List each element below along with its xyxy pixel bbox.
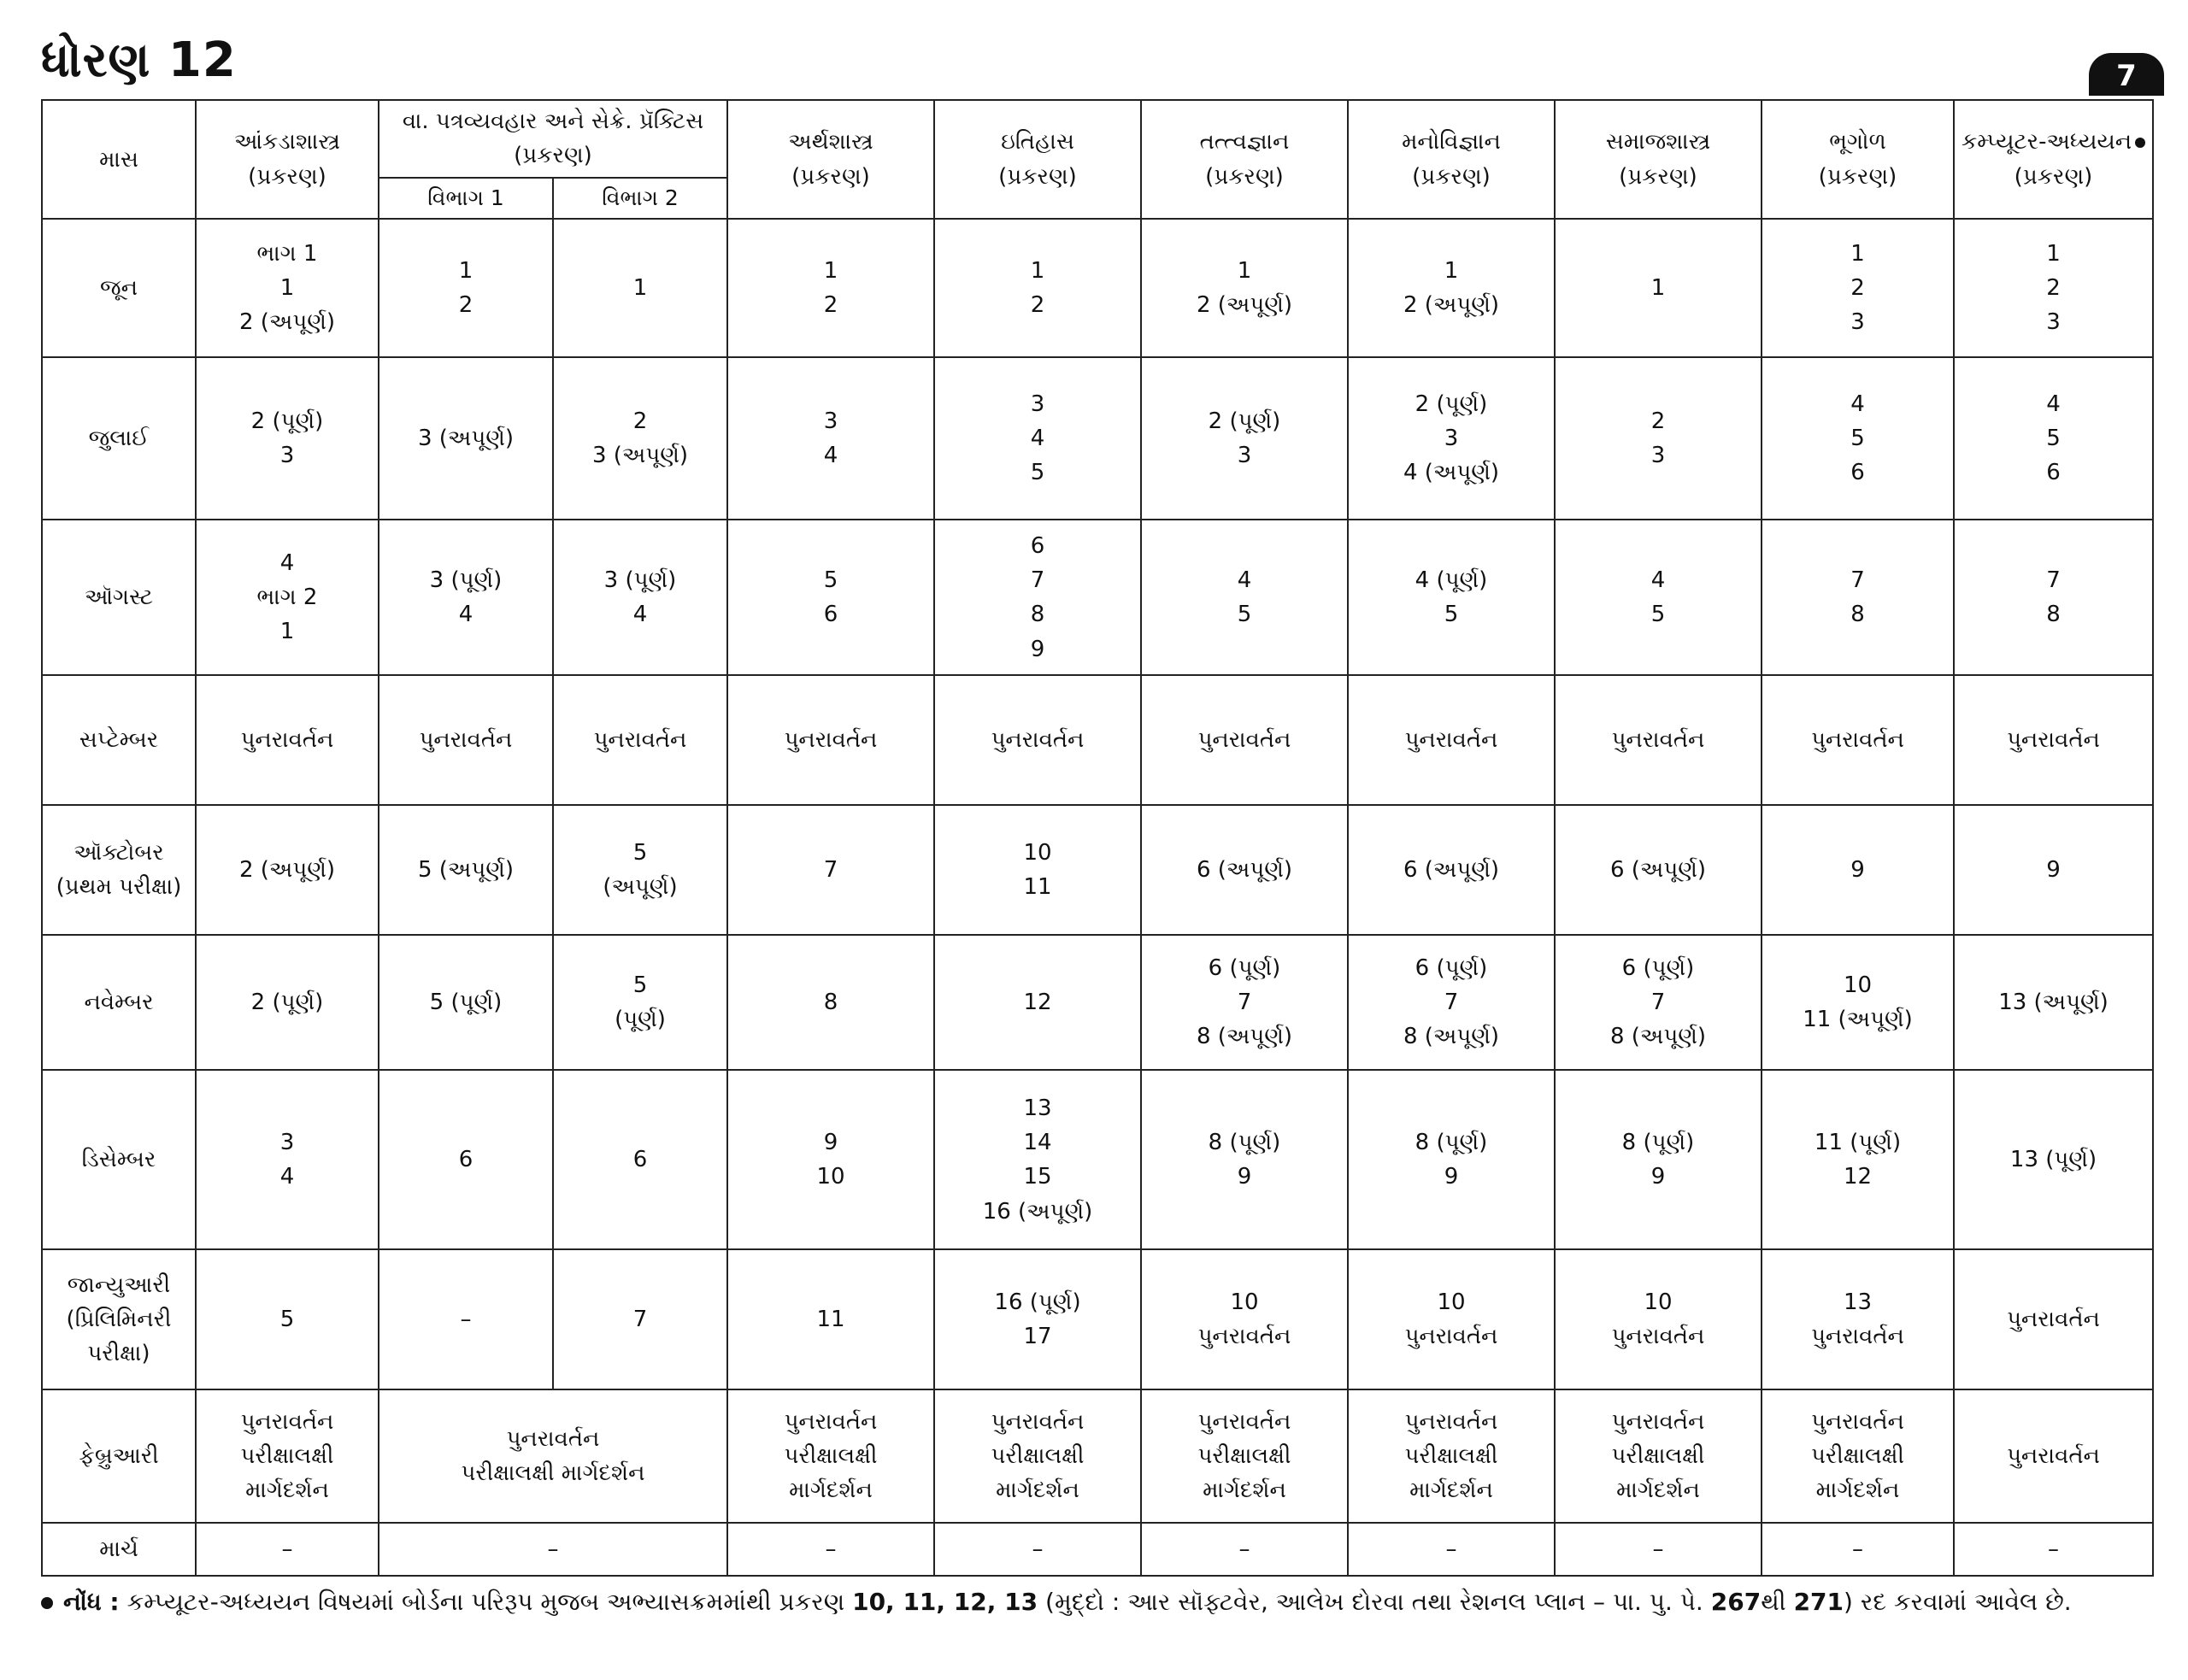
schedule-cell: 12 xyxy=(934,935,1141,1070)
schedule-cell: 13 પુનરાવર્તન xyxy=(1762,1249,1954,1389)
schedule-cell: 7 8 xyxy=(1954,520,2153,675)
schedule-cell: – xyxy=(1348,1523,1555,1576)
schedule-cell: 5 6 xyxy=(727,520,934,675)
table-row xyxy=(42,935,2153,1070)
schedule-cell: પુનરાવર્તન પરીક્ષાલક્ષી માર્ગદર્શન xyxy=(1762,1389,1954,1523)
schedule-cell: 2 (અપૂર્ણ) xyxy=(196,805,379,935)
schedule-cell: 6 (અપૂર્ણ) xyxy=(1555,805,1762,935)
syllabus-table xyxy=(41,99,2154,1577)
month-cell: જુલાઈ xyxy=(42,357,196,520)
schedule-cell: 5 (પૂર્ણ) xyxy=(553,935,727,1070)
schedule-cell: – xyxy=(379,1523,727,1576)
schedule-cell: 10 11 xyxy=(934,805,1141,935)
schedule-cell: 1 2 xyxy=(727,219,934,357)
schedule-cell: 5 (અપૂર્ણ) xyxy=(553,805,727,935)
schedule-cell: 1 xyxy=(553,219,727,357)
schedule-cell: 2 3 (અપૂર્ણ) xyxy=(553,357,727,520)
schedule-cell: પુનરાવર્તન xyxy=(1348,675,1555,805)
schedule-cell: 3 (અપૂર્ણ) xyxy=(379,357,553,520)
header-section-1: વિભાગ 1 xyxy=(379,178,553,220)
schedule-cell: 6 (પૂર્ણ) 7 8 (અપૂર્ણ) xyxy=(1348,935,1555,1070)
table-row xyxy=(42,357,2153,520)
schedule-cell: – xyxy=(1555,1523,1762,1576)
schedule-cell: 6 (અપૂર્ણ) xyxy=(1348,805,1555,935)
schedule-cell: પુનરાવર્તન પરીક્ષાલક્ષી માર્ગદર્શન xyxy=(1348,1389,1555,1523)
schedule-cell: ભાગ 1 1 2 (અપૂર્ણ) xyxy=(196,219,379,357)
schedule-cell: – xyxy=(379,1249,553,1389)
schedule-cell: 13 (અપૂર્ણ) xyxy=(1954,935,2153,1070)
schedule-cell: 7 xyxy=(727,805,934,935)
schedule-cell: 3 (પૂર્ણ) 4 xyxy=(553,520,727,675)
schedule-cell: – xyxy=(934,1523,1141,1576)
schedule-cell: 8 (પૂર્ણ) 9 xyxy=(1348,1070,1555,1249)
schedule-cell: 1 2 (અપૂર્ણ) xyxy=(1141,219,1348,357)
schedule-cell: 6 xyxy=(379,1070,553,1249)
schedule-cell: 2 (પૂર્ણ) 3 xyxy=(196,357,379,520)
table-row xyxy=(42,1389,2153,1523)
schedule-cell: 5 (અપૂર્ણ) xyxy=(379,805,553,935)
schedule-cell: 4 (પૂર્ણ) 5 xyxy=(1348,520,1555,675)
schedule-cell: 10 11 (અપૂર્ણ) xyxy=(1762,935,1954,1070)
table-row xyxy=(42,1523,2153,1576)
schedule-cell: પુનરાવર્તન xyxy=(727,675,934,805)
bullet-icon xyxy=(41,1597,53,1609)
schedule-cell: 2 3 xyxy=(1555,357,1762,520)
footnote: નોંધ : કમ્પ્યૂટર-અધ્યયન વિષયમાં બોર્ડના પરિરૂપ મુજબ અભ્યાસક્રમમાંથી પ્રકરણ 10, 11, 12, 13 (મુદ્દો : આર સૉફ્ટવેર, આલેખ દોરવા તથા રેશનલ પ્લાન – પા. પુ. પે. 267થી 271) રદ કરવામાં આવેલ છે. xyxy=(41,1588,2152,1617)
schedule-cell: પુનરાવર્તન xyxy=(1141,675,1348,805)
schedule-cell: 3 4 5 xyxy=(934,357,1141,520)
schedule-cell: 10 પુનરાવર્તન xyxy=(1348,1249,1555,1389)
schedule-cell: 7 8 xyxy=(1762,520,1954,675)
header-computer: કમ્પ્યૂટર-અધ્યયન (પ્રકરણ) xyxy=(1954,100,2153,219)
schedule-cell: 2 (પૂર્ણ) xyxy=(196,935,379,1070)
month-cell: જાન્યુઆરી (પ્રિલિમિનરી પરીક્ષા) xyxy=(42,1249,196,1389)
table-row xyxy=(42,805,2153,935)
month-cell: સપ્ટેમ્બર xyxy=(42,675,196,805)
schedule-cell: પુનરાવર્તન xyxy=(1555,675,1762,805)
schedule-cell: 9 10 xyxy=(727,1070,934,1249)
header-economics: અર્થશાસ્ત્ર (પ્રકરણ) xyxy=(727,100,934,219)
schedule-cell: પુનરાવર્તન xyxy=(1762,675,1954,805)
schedule-cell: પુનરાવર્તન પરીક્ષાલક્ષી માર્ગદર્શન xyxy=(196,1389,379,1523)
schedule-cell: 1 2 3 xyxy=(1954,219,2153,357)
schedule-cell: પુનરાવર્તન પરીક્ષાલક્ષી માર્ગદર્શન xyxy=(1555,1389,1762,1523)
schedule-cell: 13 14 15 16 (અપૂર્ણ) xyxy=(934,1070,1141,1249)
schedule-cell: 1 2 xyxy=(934,219,1141,357)
schedule-cell: 6 7 8 9 xyxy=(934,520,1141,675)
schedule-cell: 11 xyxy=(727,1249,934,1389)
schedule-cell: 3 4 xyxy=(727,357,934,520)
schedule-cell: 2 (પૂર્ણ) 3 xyxy=(1141,357,1348,520)
page-number-badge: 7 xyxy=(2089,53,2164,96)
month-cell: જૂન xyxy=(42,219,196,357)
month-cell: માર્ચ xyxy=(42,1523,196,1576)
schedule-cell: પુનરાવર્તન xyxy=(1954,675,2153,805)
schedule-cell: – xyxy=(1762,1523,1954,1576)
schedule-cell: 1 2 (અપૂર્ણ) xyxy=(1348,219,1555,357)
schedule-cell: – xyxy=(727,1523,934,1576)
schedule-cell: 1 2 xyxy=(379,219,553,357)
schedule-cell: 8 (પૂર્ણ) 9 xyxy=(1555,1070,1762,1249)
schedule-cell: 3 4 xyxy=(196,1070,379,1249)
schedule-cell: 16 (પૂર્ણ) 17 xyxy=(934,1249,1141,1389)
schedule-cell: 6 (પૂર્ણ) 7 8 (અપૂર્ણ) xyxy=(1141,935,1348,1070)
schedule-cell: 7 xyxy=(553,1249,727,1389)
schedule-cell: 8 (પૂર્ણ) 9 xyxy=(1141,1070,1348,1249)
schedule-cell: 6 (અપૂર્ણ) xyxy=(1141,805,1348,935)
table-row xyxy=(42,1070,2153,1249)
table-row xyxy=(42,1249,2153,1389)
schedule-cell: 1 2 3 xyxy=(1762,219,1954,357)
schedule-cell: – xyxy=(1954,1523,2153,1576)
schedule-cell: 4 ભાગ 2 1 xyxy=(196,520,379,675)
schedule-cell: – xyxy=(196,1523,379,1576)
header-psychology: મનોવિજ્ઞાન (પ્રકરણ) xyxy=(1348,100,1555,219)
schedule-cell: – xyxy=(1141,1523,1348,1576)
month-cell: ડિસેમ્બર xyxy=(42,1070,196,1249)
schedule-cell: 9 xyxy=(1762,805,1954,935)
month-cell: નવેમ્બર xyxy=(42,935,196,1070)
header-philosophy: તત્ત્વજ્ઞાન (પ્રકરણ) xyxy=(1141,100,1348,219)
schedule-cell: 6 xyxy=(553,1070,727,1249)
schedule-cell: પુનરાવર્તન xyxy=(553,675,727,805)
schedule-cell: 10 પુનરાવર્તન xyxy=(1555,1249,1762,1389)
header-section-2: વિભાગ 2 xyxy=(553,178,727,220)
schedule-cell: 10 પુનરાવર્તન xyxy=(1141,1249,1348,1389)
header-sociology: સમાજશાસ્ત્ર (પ્રકરણ) xyxy=(1555,100,1762,219)
schedule-cell: 5 xyxy=(196,1249,379,1389)
month-cell: ફેબ્રુઆરી xyxy=(42,1389,196,1523)
schedule-cell: પુનરાવર્તન xyxy=(379,675,553,805)
schedule-cell: 6 (પૂર્ણ) 7 8 (અપૂર્ણ) xyxy=(1555,935,1762,1070)
schedule-cell: 5 (પૂર્ણ) xyxy=(379,935,553,1070)
table-row xyxy=(42,219,2153,357)
header-month: માસ xyxy=(42,100,196,219)
schedule-cell: 4 5 xyxy=(1555,520,1762,675)
header-history: ઇતિહાસ (પ્રકરણ) xyxy=(934,100,1141,219)
schedule-cell: 2 (પૂર્ણ) 3 4 (અપૂર્ણ) xyxy=(1348,357,1555,520)
schedule-cell: 11 (પૂર્ણ) 12 xyxy=(1762,1070,1954,1249)
month-cell: ઑક્ટોબર (પ્રથમ પરીક્ષા) xyxy=(42,805,196,935)
page-title: ધોરણ 12 xyxy=(41,32,237,88)
schedule-cell: પુનરાવર્તન પરીક્ષાલક્ષી માર્ગદર્શન xyxy=(379,1389,727,1523)
schedule-cell: 4 5 xyxy=(1141,520,1348,675)
schedule-cell: 1 xyxy=(1555,219,1762,357)
schedule-cell: 4 5 6 xyxy=(1954,357,2153,520)
schedule-cell: 13 (પૂર્ણ) xyxy=(1954,1070,2153,1249)
header-commerce: વા. પત્રવ્યવહાર અને સેક્રે. પ્રૅક્ટિસ (પ્રકરણ) xyxy=(379,100,727,178)
schedule-cell: પુનરાવર્તન પરીક્ષાલક્ષી માર્ગદર્શન xyxy=(1141,1389,1348,1523)
schedule-cell: પુનરાવર્તન પરીક્ષાલક્ષી માર્ગદર્શન xyxy=(727,1389,934,1523)
schedule-cell: 4 5 6 xyxy=(1762,357,1954,520)
schedule-cell: 3 (પૂર્ણ) 4 xyxy=(379,520,553,675)
table-row xyxy=(42,675,2153,805)
schedule-cell: 8 xyxy=(727,935,934,1070)
schedule-cell: 9 xyxy=(1954,805,2153,935)
schedule-cell: પુનરાવર્તન xyxy=(1954,1389,2153,1523)
note-marker-icon xyxy=(2135,138,2145,148)
header-geography: ભૂગોળ (પ્રકરણ) xyxy=(1762,100,1954,219)
header-statistics: આંકડાશાસ્ત્ર (પ્રકરણ) xyxy=(196,100,379,219)
schedule-cell: પુનરાવર્તન પરીક્ષાલક્ષી માર્ગદર્શન xyxy=(934,1389,1141,1523)
schedule-cell: પુનરાવર્તન xyxy=(1954,1249,2153,1389)
table-row xyxy=(42,520,2153,675)
schedule-cell: પુનરાવર્તન xyxy=(934,675,1141,805)
month-cell: ઑગસ્ટ xyxy=(42,520,196,675)
schedule-cell: પુનરાવર્તન xyxy=(196,675,379,805)
